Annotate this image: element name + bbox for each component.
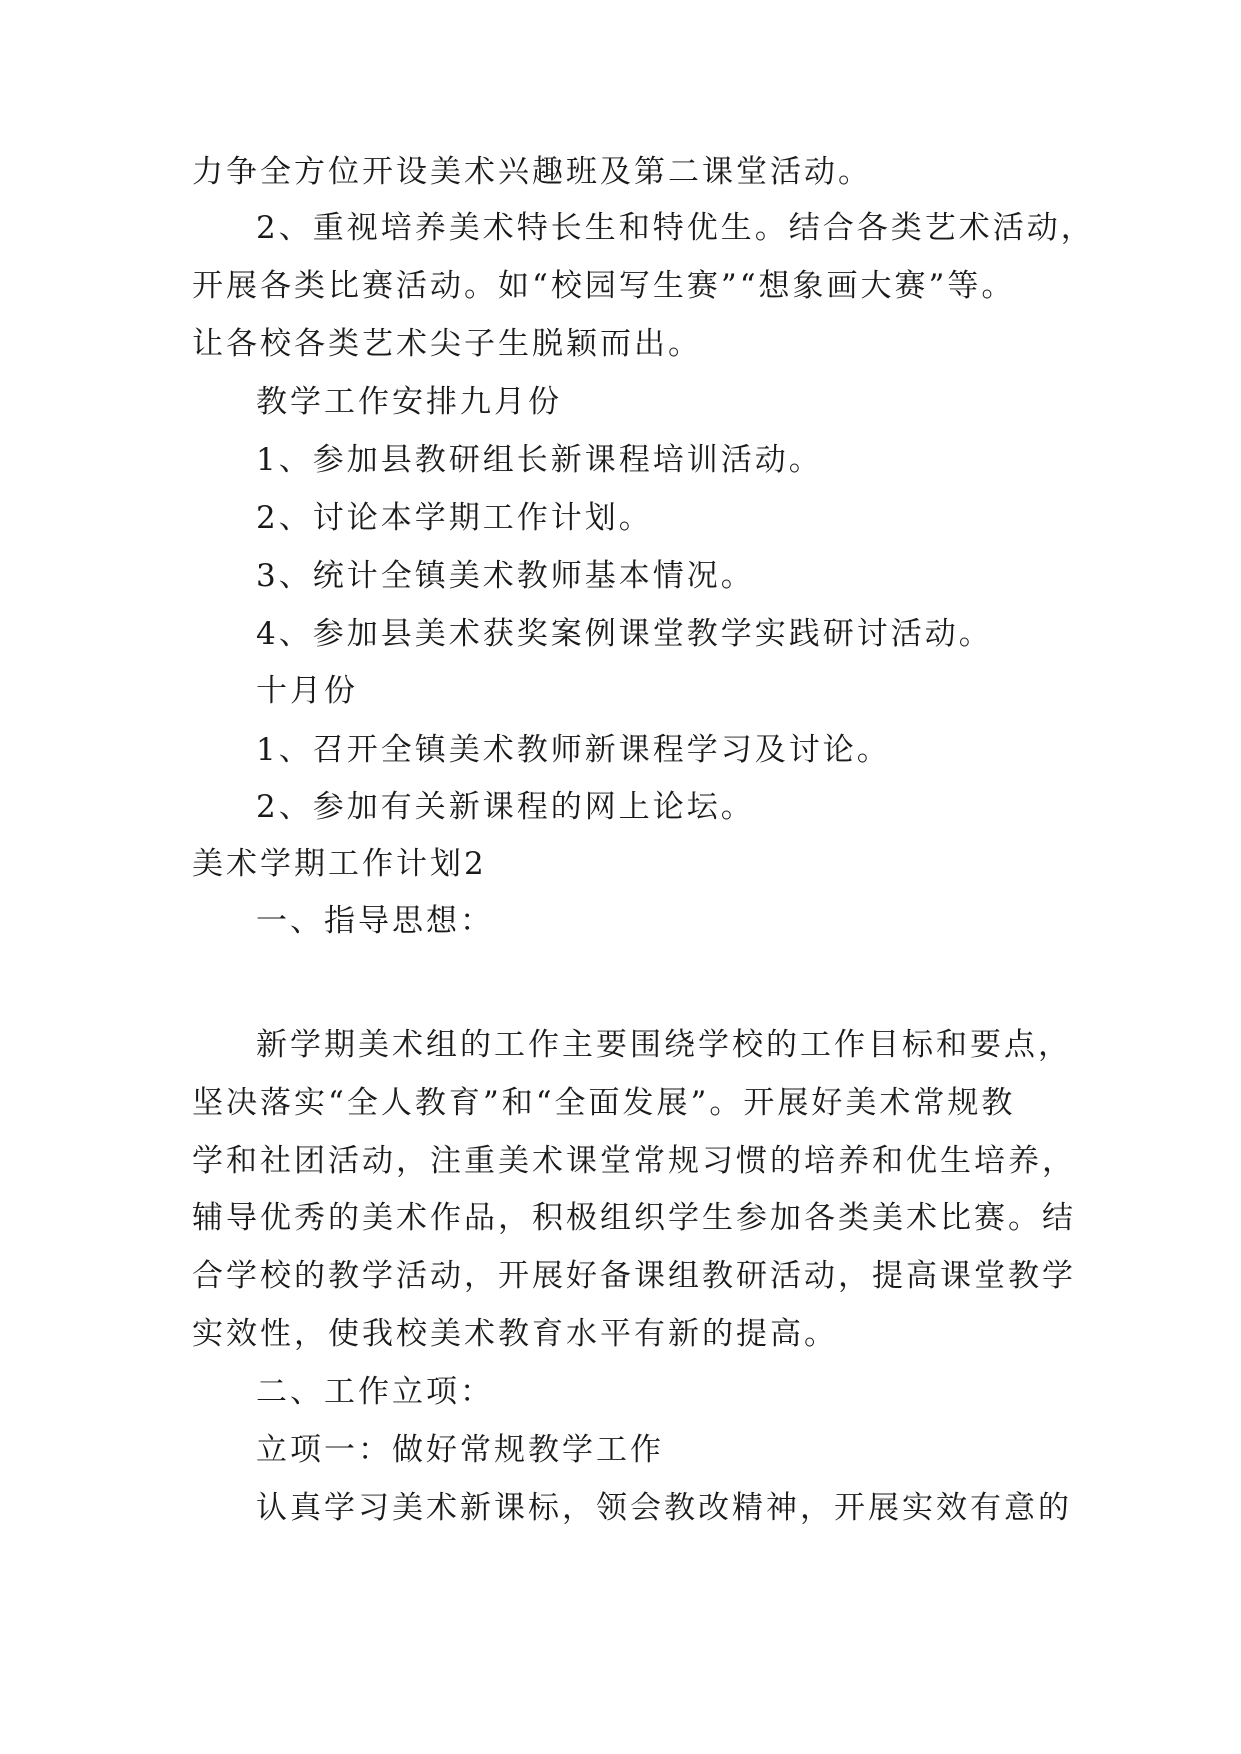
subsection-heading: 立项一：做好常规教学工作 bbox=[256, 1432, 664, 1468]
section-heading: 教学工作安排九月份 bbox=[256, 384, 562, 420]
text-line: 实效性，使我校美术教育水平有新的提高。 bbox=[192, 1316, 838, 1352]
text-line: 让各校各类艺术尖子生脱颖而出。 bbox=[192, 326, 702, 362]
text-line: 开展各类比赛活动。如“校园写生赛”“想象画大赛”等。 bbox=[192, 268, 1016, 304]
section-heading: 一、指导思想： bbox=[256, 903, 494, 939]
text-line: 坚决落实“全人教育”和“全面发展”。开展好美术常规教 bbox=[192, 1085, 1016, 1121]
text-line: 力争全方位开设美术兴趣班及第二课堂活动。 bbox=[192, 154, 872, 190]
list-item: 1、召开全镇美术教师新课程学习及讨论。 bbox=[256, 732, 891, 768]
text-line: 学和社团活动，注重美术课堂常规习惯的培养和优生培养， bbox=[192, 1143, 1076, 1179]
text-line: 新学期美术组的工作主要围绕学校的工作目标和要点， bbox=[256, 1027, 1072, 1063]
text-line: 2、重视培养美术特长生和特优生。结合各类艺术活动， bbox=[256, 210, 1095, 246]
list-item: 2、讨论本学期工作计划。 bbox=[256, 500, 653, 536]
section-heading: 二、工作立项： bbox=[256, 1374, 494, 1410]
text-line: 辅导优秀的美术作品，积极组织学生参加各类美术比赛。结 bbox=[192, 1200, 1076, 1236]
document-title: 美术学期工作计划2 bbox=[192, 846, 487, 882]
section-heading: 十月份 bbox=[256, 673, 358, 709]
list-item: 3、统计全镇美术教师基本情况。 bbox=[256, 558, 755, 594]
text-line: 合学校的教学活动，开展好备课组教研活动，提高课堂教学 bbox=[192, 1258, 1076, 1294]
list-item: 2、参加有关新课程的网上论坛。 bbox=[256, 789, 755, 825]
text-line: 认真学习美术新课标，领会教改精神，开展实效有意的 bbox=[256, 1490, 1072, 1526]
list-item: 1、参加县教研组长新课程培训活动。 bbox=[256, 442, 823, 478]
list-item: 4、参加县美术获奖案例课堂教学实践研讨活动。 bbox=[256, 616, 993, 652]
